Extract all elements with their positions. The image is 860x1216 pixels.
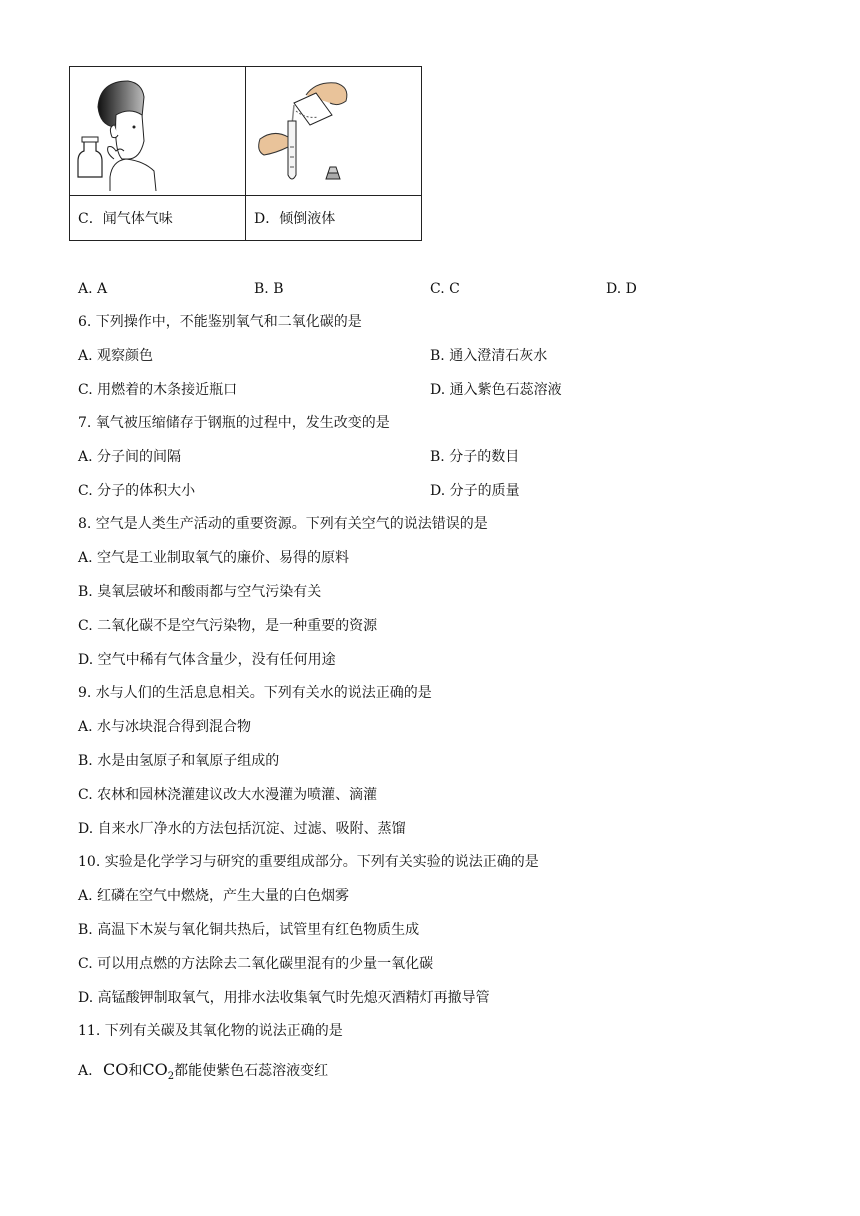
option-item: C. 用燃着的木条接近瓶口 — [78, 382, 238, 398]
pour-liquid-image-cell — [246, 67, 422, 196]
option-rest-text: 都能使紫色石蕊溶液变红 — [174, 1063, 329, 1079]
smell-gas-image-cell — [70, 67, 246, 196]
option-item: B. 高温下木炭与氧化铜共热后，试管里有红色物质生成 — [78, 922, 420, 938]
formula-co2-base: CO — [142, 1060, 168, 1079]
q5-option-c: C. C — [430, 281, 460, 297]
question-stem: 8. 空气是人类生产活动的重要资源。下列有关空气的说法错误的是 — [78, 516, 488, 532]
option-item: A. 分子间的间隔 — [78, 449, 182, 465]
option-item: A. 水与冰块混合得到混合物 — [78, 719, 252, 735]
smell-gas-illustration — [70, 67, 245, 191]
option-item: B. 臭氧层破坏和酸雨都与空气污染有关 — [78, 584, 322, 600]
image-caption-d: D．倾倒液体 — [246, 196, 422, 241]
q5-option-a: A. A — [78, 281, 108, 297]
option-item: A. 空气是工业制取氧气的廉价、易得的原料 — [78, 550, 350, 566]
image-table — [69, 66, 422, 241]
question-stem: 11. 下列有关碳及其氧化物的说法正确的是 — [78, 1023, 343, 1039]
pour-liquid-illustration — [246, 67, 421, 191]
option-prefix: A. — [78, 1063, 93, 1079]
option-item: D. 分子的质量 — [430, 483, 520, 499]
q5-option-b: B. B — [254, 281, 284, 297]
option-item: C. 分子的体积大小 — [78, 483, 196, 499]
formula-co: CO — [103, 1060, 129, 1079]
question-stem: 10. 实验是化学学习与研究的重要组成部分。下列有关实验的说法正确的是 — [78, 854, 539, 870]
option-item: B. 通入澄清石灰水 — [430, 348, 548, 364]
option-item: D. 空气中稀有气体含量少，没有任何用途 — [78, 652, 336, 668]
formula-co2-subscript: 2 — [167, 1071, 175, 1083]
question-stem: 7. 氧气被压缩储存于钢瓶的过程中，发生改变的是 — [78, 415, 390, 431]
formula-co2 — [142, 1060, 175, 1083]
option-item: D. 高锰酸钾制取氧气，用排水法收集氧气时先熄灭酒精灯再撤导管 — [78, 990, 490, 1006]
option-item: D. 自来水厂净水的方法包括沉淀、过滤、吸附、蒸馏 — [78, 821, 406, 837]
option-item: C. 农林和园林浇灌建议改大水漫灌为喷灌、滴灌 — [78, 787, 378, 803]
q5-option-d: D. D — [606, 281, 637, 297]
option-item: A. 红磷在空气中燃烧，产生大量的白色烟雾 — [78, 888, 350, 904]
image-caption-c: C．闻气体气味 — [70, 196, 246, 241]
option-item: B. 水是由氢原子和氧原子组成的 — [78, 753, 280, 769]
option-item: C. 可以用点燃的方法除去二氧化碳里混有的少量一氧化碳 — [78, 956, 434, 972]
question-stem: 6. 下列操作中，不能鉴别氧气和二氧化碳的是 — [78, 314, 362, 330]
option-item: B. 分子的数目 — [430, 449, 520, 465]
connector-text: 和 — [128, 1063, 143, 1079]
q11-option-a — [78, 1062, 328, 1082]
option-item: D. 通入紫色石蕊溶液 — [430, 382, 562, 398]
option-item: C. 二氧化碳不是空气污染物，是一种重要的资源 — [78, 618, 378, 634]
option-item: A. 观察颜色 — [78, 348, 154, 364]
question-stem: 9. 水与人们的生活息息相关。下列有关水的说法正确的是 — [78, 685, 432, 701]
